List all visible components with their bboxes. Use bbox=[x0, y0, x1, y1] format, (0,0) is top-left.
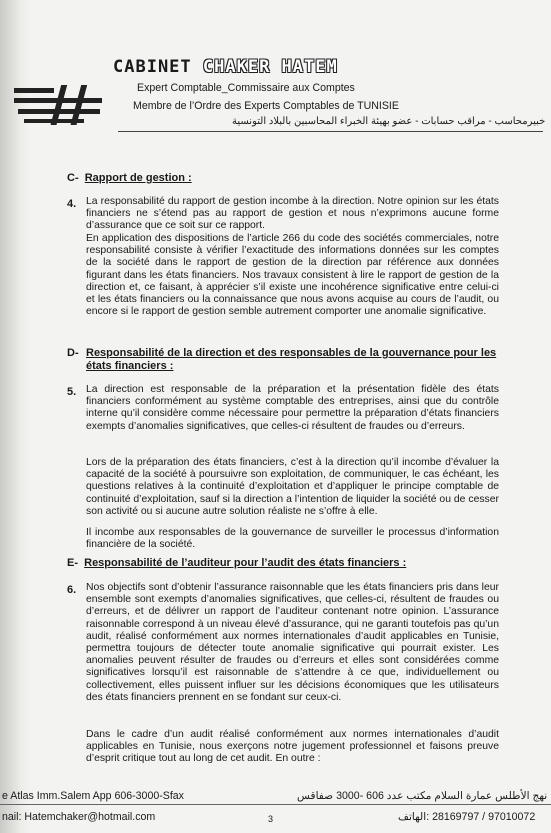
paragraph-5a: La direction est responsable de la préparation et la présentation fidèle des états financiers conformément au système comptable des entreprises, ainsi que du contrôle interne qu’il considère comme nécessaire pour permettre la préparation d’états financiers exempts d’anomalies significatives, que celles-ci résultent de fraudes ou d’erreurs. bbox=[86, 384, 499, 432]
page-number: 3 bbox=[268, 814, 274, 824]
section-e-heading bbox=[67, 557, 406, 569]
section-d-letter: D- bbox=[67, 347, 79, 359]
header-title: Expert Comptable_Commissaire aux Comptes bbox=[137, 82, 355, 94]
section-c-title: Rapport de gestion : bbox=[84, 172, 192, 184]
firm-name-main: CHAKER HATEM bbox=[202, 57, 338, 77]
paragraph-5c: Il incombe aux responsables de la gouvernance de surveiller le processus d’information financière de la société. bbox=[86, 527, 499, 551]
item-number-6: 6. bbox=[67, 584, 77, 596]
item-number-5: 5. bbox=[67, 386, 77, 398]
section-e-letter: E- bbox=[67, 557, 78, 569]
header-arabic: خبيرمحاسب - مراقب حسابات - عضو بهيئة الخبراء المحاسبين بالبلاد التونسية bbox=[232, 116, 546, 127]
item-number-4: 4. bbox=[67, 198, 77, 210]
section-d-title: Responsabilité de la direction et des responsables de la gouvernance pour les états financiers : bbox=[86, 347, 497, 372]
footer-address: e Atlas Imm.Salem App 606-3000-Sfax bbox=[2, 790, 184, 802]
paragraph-4a: La responsabilité du rapport de gestion incombe à la direction. Notre opinion sur les états financiers ne s’étend pas au rapport de gestion et nous n’exprimons aucune forme d’assurance que ce soit sur ce rapport. bbox=[86, 196, 499, 232]
firm-name-prefix: CABINET bbox=[113, 57, 192, 77]
firm-name bbox=[113, 57, 338, 77]
paragraph-6a: Nos objectifs sont d’obtenir l’assurance raisonnable que les états financiers pris dans leur ensemble sont exempts d’anomalies significatives, que celles-ci, résultent de fraudes ou d’erreurs, et de délivrer un rapport de l’auditeur contenant notre opinion. L’assurance raisonnable correspond à un niveau élevé d’assurance, qui ne garanti toutefois pas qu’un audit, réalisé conformément aux normes internationales d’audit applicables en Tunisie, permettra toujours de détecter toute anomalie significative qui pourrait exister. Les anomalies peuvent résulter de fraudes ou d’erreurs et elles sont considérées comme significatives lorsqu’il est raisonnable de s’attendre à ce que, individuellement ou collectivement, elles puissent influer sur les décisions économiques que les utilisateurs des états financiers prennent en se fondant sur ceux-ci. bbox=[86, 582, 499, 703]
section-e-title: Responsabilité de l’auditeur pour l’audit des états financiers : bbox=[84, 557, 407, 569]
paragraph-6b: Dans le cadre d’un audit réalisé conformément aux normes internationales d’audit applicables en Tunisie, nous exerçons notre jugement professionnel et faisons preuve d’esprit critique tout au long de cet audit. En outre : bbox=[86, 729, 499, 765]
section-c-heading bbox=[67, 172, 192, 184]
paragraph-4b: En application des dispositions de l’article 266 du code des sociétés commerciales, notre responsabilité consiste à vérifier l’exactitude des informations données sur les comptes de la société dans le rapport de gestion de la direction par référence aux données figurant dans les états financiers. Nos travaux consistent à lire le rapport de gestion de la direction et, ce faisant, à apprécier s’il existe une incohérence significative entre celui-ci et les états financiers ou la connaissance que nous avons acquise au cours de l’audit, ou encore si le rapport de gestion semble autrement comporter une anomalie significative. bbox=[86, 233, 499, 318]
footer-email: nail: Hatemchaker@hotmail.com bbox=[2, 811, 156, 823]
footer-divider bbox=[0, 804, 551, 805]
section-c-letter: C- bbox=[67, 172, 79, 184]
header-divider bbox=[118, 131, 543, 132]
section-d-heading bbox=[67, 347, 507, 373]
firm-logo-icon bbox=[14, 82, 106, 126]
footer-phone: 97010072 / 28169797 :الهاتف bbox=[398, 811, 536, 823]
paragraph-5b: Lors de la préparation des états financiers, c’est à la direction qu’il incombe d’évaluer la capacité de la société à poursuivre son exploitation, de communiquer, le cas échéant, les questions relatives à la continuité d’exploitation et d’appliquer le principe comptable de continuité d’exploitation, sauf si la direction a l’intention de liquider la société ou de cesser son activité ou si aucune autre solution réaliste ne s’offre à elle. bbox=[86, 457, 499, 517]
header-membership: Membre de l’Ordre des Experts Comptables de TUNISIE bbox=[133, 100, 399, 112]
footer-address-arabic: نهج الأطلس عمارة السلام مكتب عدد 606 -3000 صفاقس bbox=[297, 790, 548, 802]
